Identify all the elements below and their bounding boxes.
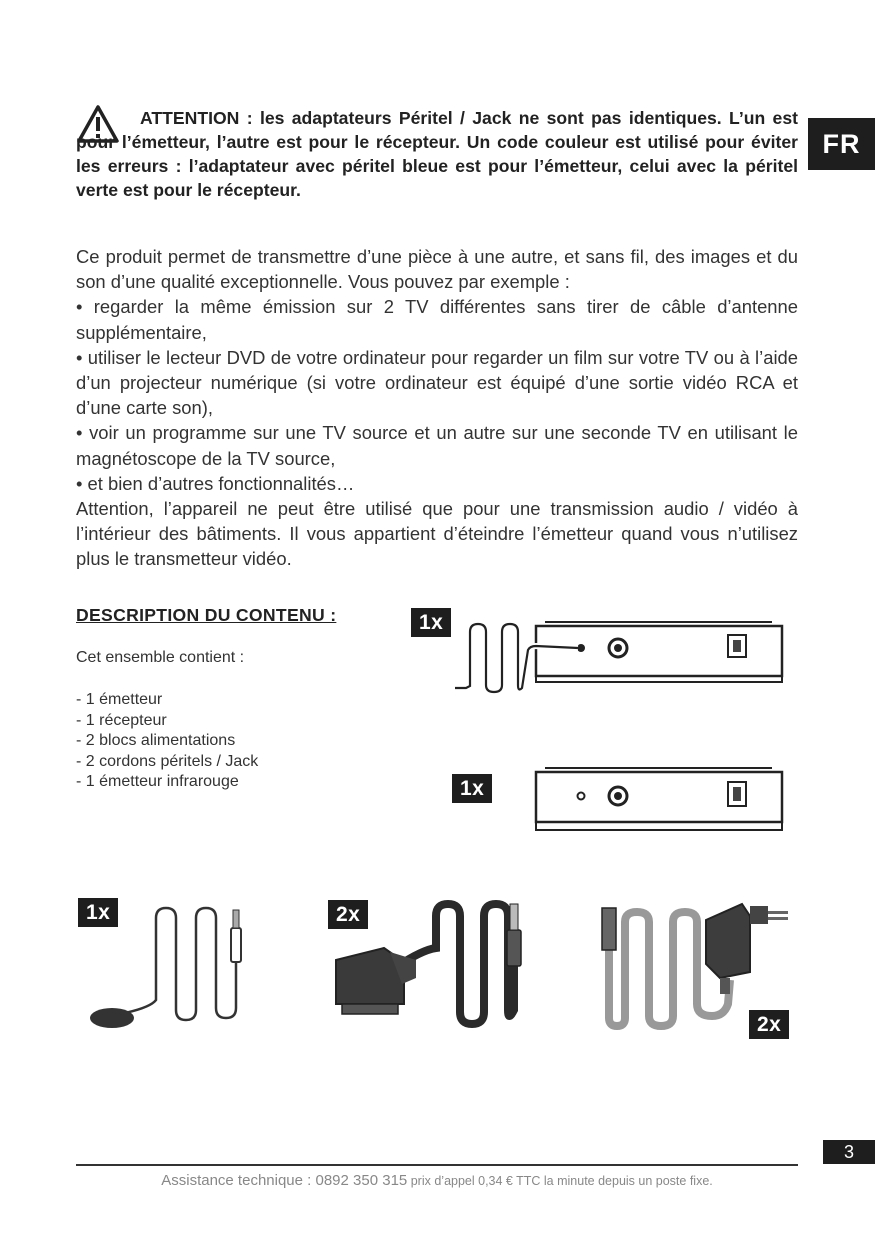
- list-item: - 2 blocs alimentations: [76, 732, 236, 750]
- emitter-device-illustration: [455, 622, 782, 692]
- footer-support-text: [76, 1172, 798, 1189]
- intro-text: [76, 244, 798, 572]
- intro-bullet: • utiliser le lecteur DVD de votre ordinateur pour regarder un film sur votre TV ou à l’aide d’un projecteur numérique (si votre ordinateur est équipé d’une sortie vidéo RCA et d’une carte son),: [76, 346, 798, 419]
- list-item: - 1 émetteur: [76, 691, 163, 708]
- receiver-device-illustration: [536, 768, 782, 830]
- list-item: - 1 récepteur: [76, 711, 167, 729]
- power-adapter-illustration: [602, 904, 788, 1026]
- ir-quantity-badge: 1x: [78, 898, 118, 927]
- page-number: 3: [823, 1140, 875, 1164]
- intro-paragraph: Ce produit permet de transmettre d’une pièce à une autre, et sans fil, des images et du son d’une qualité exceptionnelle. Vous pouvez par exemple :: [76, 246, 798, 293]
- scart-quantity-badge: 2x: [328, 900, 368, 929]
- intro-paragraph: Attention, l’appareil ne peut être utilisé que pour une transmission audio / vidéo à l’intérieur des bâtiments. Il vous appartient d’éteindre l’émetteur quand vous n’utilisez plus le transmetteur vidéo.: [76, 498, 798, 570]
- contents-title: DESCRIPTION DU CONTENU :: [76, 605, 337, 625]
- power-quantity-badge: 2x: [749, 1010, 789, 1039]
- list-item: - 2 cordons péritels / Jack: [76, 752, 259, 770]
- support-phone: Assistance technique : 0892 350 315: [161, 1172, 408, 1189]
- warning-text: ATTENTION : les adaptateurs Péritel / Jack ne sont pas identiques. L’un est pour l’émetteur, l’autre est pour le récepteur. Un code couleur est utilisé pour éviter les erreurs : l’adaptateur avec péritel bleue est pour l’émetteur, celui avec la péritel verte est pour le récepteur.: [76, 108, 798, 200]
- call-price-note: prix d’appel 0,34 € TTC la minute depuis un poste fixe.: [407, 1174, 713, 1188]
- intro-bullet: • voir un programme sur une TV source et un autre sur une seconde TV en utilisant le magnétoscope de la TV source,: [76, 422, 798, 469]
- list-item: - 1 émetteur infrarouge: [76, 773, 239, 791]
- language-tab: FR: [808, 118, 875, 170]
- intro-bullet: • regarder la même émission sur 2 TV différentes sans tirer de câble d’antenne supplémentaire,: [76, 296, 798, 343]
- intro-bullet: • et bien d’autres fonctionnalités…: [76, 472, 355, 494]
- contents-intro: Cet ensemble contient :: [76, 649, 245, 666]
- receiver-quantity-badge: 1x: [452, 774, 492, 803]
- emitter-quantity-badge: 1x: [411, 608, 451, 637]
- contents-list: [76, 690, 258, 793]
- footer-divider: [76, 1164, 798, 1166]
